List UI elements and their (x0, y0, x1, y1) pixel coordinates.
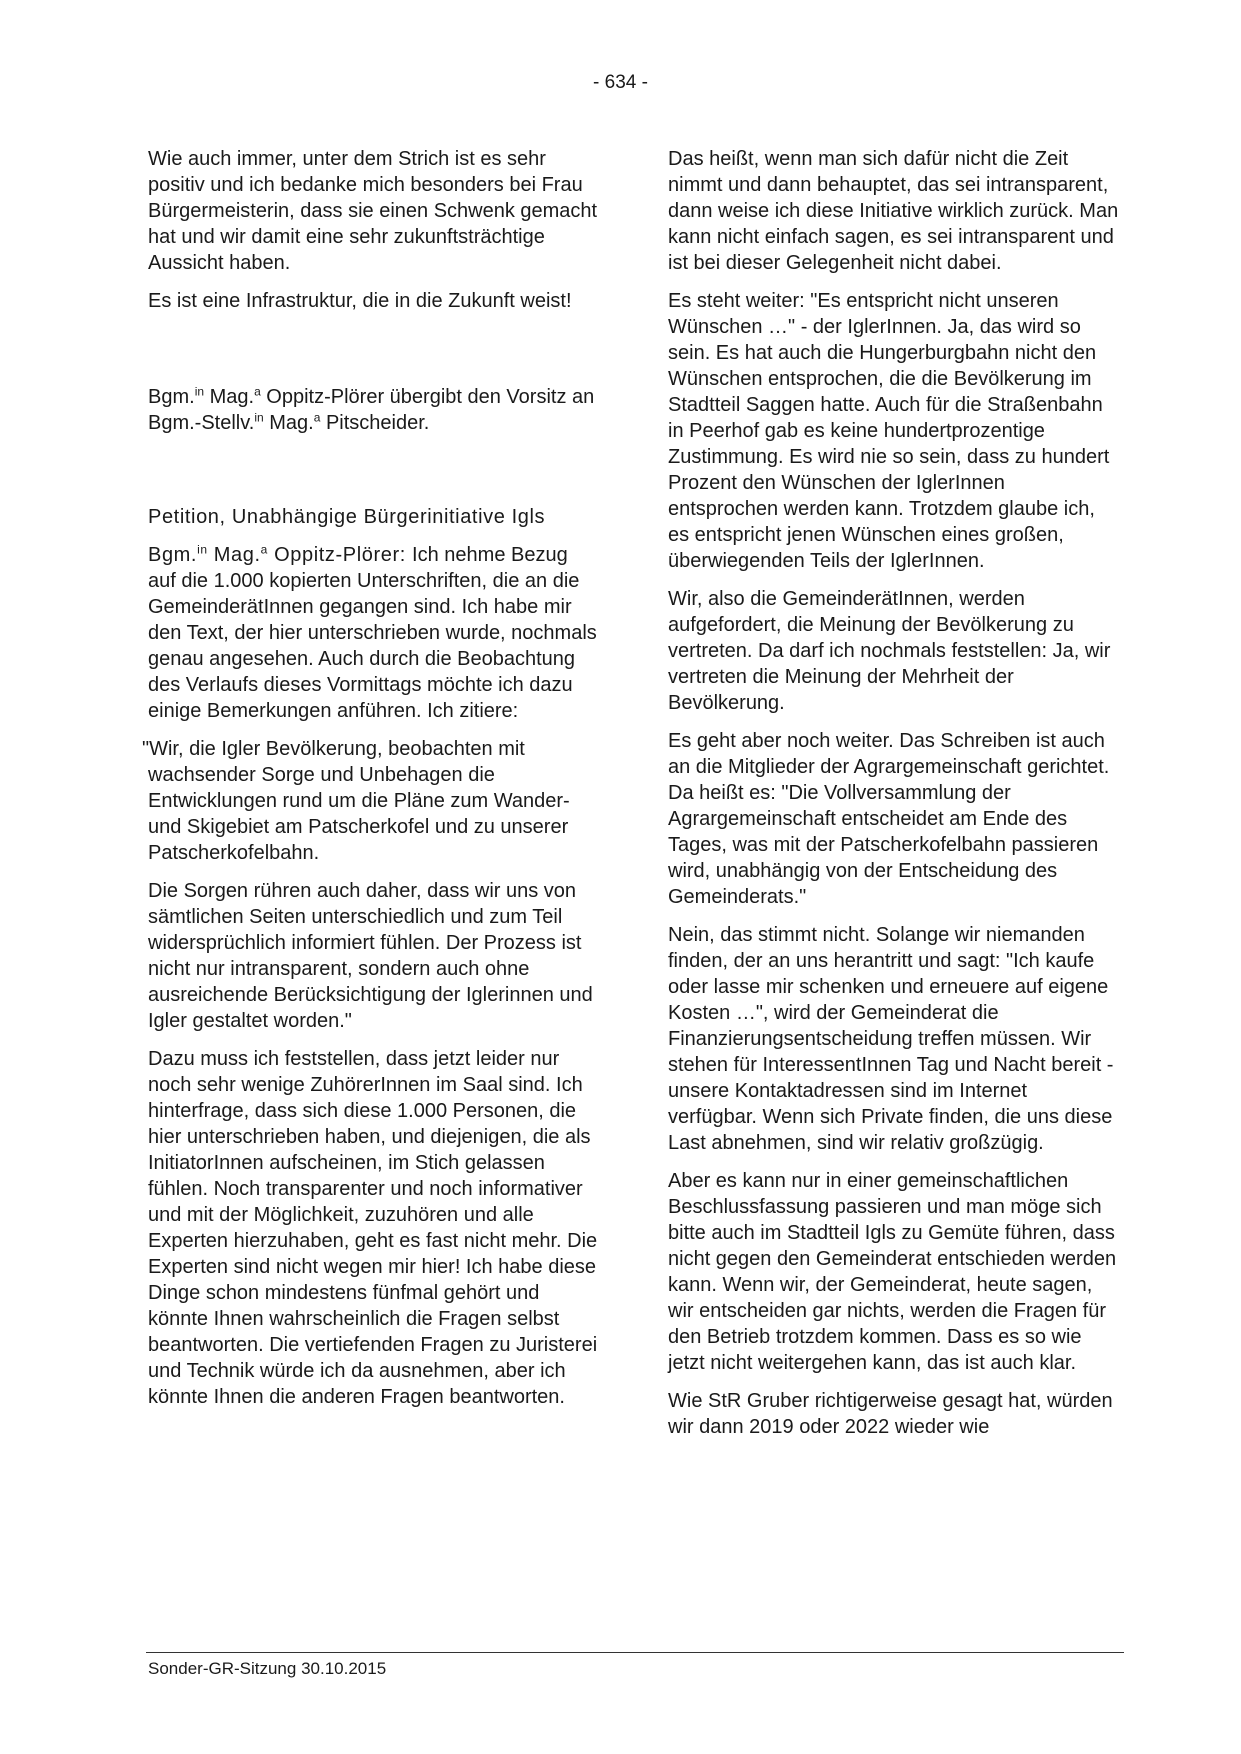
footer-session-label: Sonder-GR-Sitzung 30.10.2015 (148, 1659, 387, 1678)
chair-handover-note: Bgm.$^{in}$ Mag.$^a$ Oppitz-Plörer übergibt den Vorsitz an Bgm.-Stellv.$^{in}$ Mag.$^a$ Pitscheider. (148, 384, 595, 434)
paragraph: Das heißt, wenn man sich dafür nicht die Zeit nimmt und dann behauptet, das sei intransparent, dann weise ich diese Initiative wirklich zurück. Man kann nicht einfach sagen, es sei intransparent und ist bei dieser Gelegenheit nicht dabei. (668, 148, 1119, 274)
quote-paragraph: Die Sorgen rühren auch daher, dass wir uns von sämtlichen Seiten unterschiedlich und zum Teil widersprüchlich informiert fühlen. Der Prozess ist nicht nur intransparent, sondern auch ohne ausreichende Berücksichtigung der Iglerinnen und Igler gestaltet worden." (148, 880, 593, 1032)
right-column (668, 146, 1120, 1452)
quote-paragraph: "Wir, die Igler Bevölkerung, beobachten mit wachsender Sorge und Unbehagen die Entwicklungen rund um die Pläne zum Wander- und Skigebiet am Patscherkofel und zu unserer Patscherkofelbahn. (142, 738, 570, 864)
paragraph: Es ist eine Infrastruktur, die in die Zukunft weist! (148, 290, 572, 312)
left-column (142, 146, 600, 1422)
speaker-paragraph: Bgm.$^{in}$ Mag.$^a$ Oppitz-Plörer: Ich nehme Bezug auf die 1.000 kopierten Unterschriften, die an die GemeinderätInnen gegangen sind. Ich habe mir den Text, der hier unterschrieben wurde, nochmals genau angesehen. Auch durch die Beobachtung des Verlaufs dieses Vormittags möchte ich dazu einige Bemerkungen anführen. Ich zitiere: (148, 542, 597, 722)
paragraph: Es steht weiter: "Es entspricht nicht unseren Wünschen …" - der IglerInnen. Ja, das wird so sein. Es hat auch die Hungerburgbahn nicht den Wünschen entsprochen, die die Bevölkerung im Stadtteil Saggen hatte. Auch für die Straßenbahn in Peerhof gab es keine hundertprozentige Zustimmung. Es wird nie so sein, dass zu hundert Prozent den Wünschen der IglerInnen entsprochen werden kann. Trotzdem glaube ich, es entspricht jenen Wünschen eines großen, überwiegenden Teils der IglerInnen. (668, 290, 1110, 572)
speaker-name: Bgm.$^{in}$ Mag.$^a$ Oppitz-Plörer: (148, 542, 413, 566)
paragraph: Es geht aber noch weiter. Das Schreiben ist auch an die Mitglieder der Agrargemeinschaft gerichtet. Da heißt es: "Die Vollversammlung der Agrargemeinschaft entscheidet am Ende des Tages, was mit der Patscherkofelbahn passieren wird, unabhängig von der Entscheidung des Gemeinderats." (668, 730, 1110, 908)
section-heading: Petition, Unabhängige Bürgerinitiative Igls (148, 506, 546, 528)
paragraph: Wir, also die GemeinderätInnen, werden aufgefordert, die Meinung der Bevölkerung zu vertreten. Da darf ich nochmals feststellen: Ja, wir vertreten die Meinung der Mehrheit der Bevölkerung. (668, 588, 1111, 714)
paragraph: Wie auch immer, unter dem Strich ist es sehr positiv und ich bedanke mich besonders bei Frau Bürgermeisterin, dass sie einen Schwenk gemacht hat und wir damit eine sehr zukunftsträchtige Aussicht haben. (148, 148, 598, 274)
paragraph: Aber es kann nur in einer gemeinschaftlichen Beschlussfassung passieren und man möge sich bitte auch im Stadtteil Igls zu Gemüte führen, dass nicht gegen den Gemeinderat entschieden werden kann. Wenn wir, der Gemeinderat, heute sagen, wir entscheiden gar nichts, werden die Fragen für den Betrieb trotzdem kommen. Dass es so wie jetzt nicht weitergehen kann, das ist auch klar. (668, 1170, 1117, 1374)
paragraph: Wie StR Gruber richtigerweise gesagt hat, würden wir dann 2019 oder 2022 wieder wie (668, 1390, 1113, 1438)
paragraph: Dazu muss ich feststellen, dass jetzt leider nur noch sehr wenige ZuhörerInnen im Saal sind. Ich hinterfrage, dass sich diese 1.000 Personen, die hier unterschrieben haben, und diejenigen, die als InitiatorInnen aufscheinen, im Stich gelassen fühlen. Noch transparenter und noch informativer und mit der Möglichkeit, zuzuhören und alle Experten hierzuhaben, geht es fast nicht mehr. Die Experten sind nicht wegen mir hier! Ich habe diese Dinge schon mindestens fünfmal gehört und könnte Ihnen wahrscheinlich die Fragen selbst beantworten. Die vertiefenden Fragen zu Juristerei und Technik würde ich da ausnehmen, aber ich könnte Ihnen die anderen Fragen beantworten. (148, 1048, 598, 1408)
footer-divider (146, 1652, 1124, 1653)
page-number: - 634 - (593, 72, 648, 93)
spacer (148, 326, 600, 384)
spacer (148, 448, 600, 504)
paragraph: Nein, das stimmt nicht. Solange wir niemanden finden, der an uns herantritt und sagt: "Ich kaufe oder lasse mir schenken und erneuere auf eigene Kosten …", wird der Gemeinderat die Finanzierungsentscheidung treffen müssen. Wir stehen für InteressentInnen Tag und Nacht bereit - unsere Kontaktadressen sind im Internet verfügbar. Wenn sich Private finden, die uns diese Last abnehmen, sind wir relativ großzügig. (668, 924, 1114, 1154)
